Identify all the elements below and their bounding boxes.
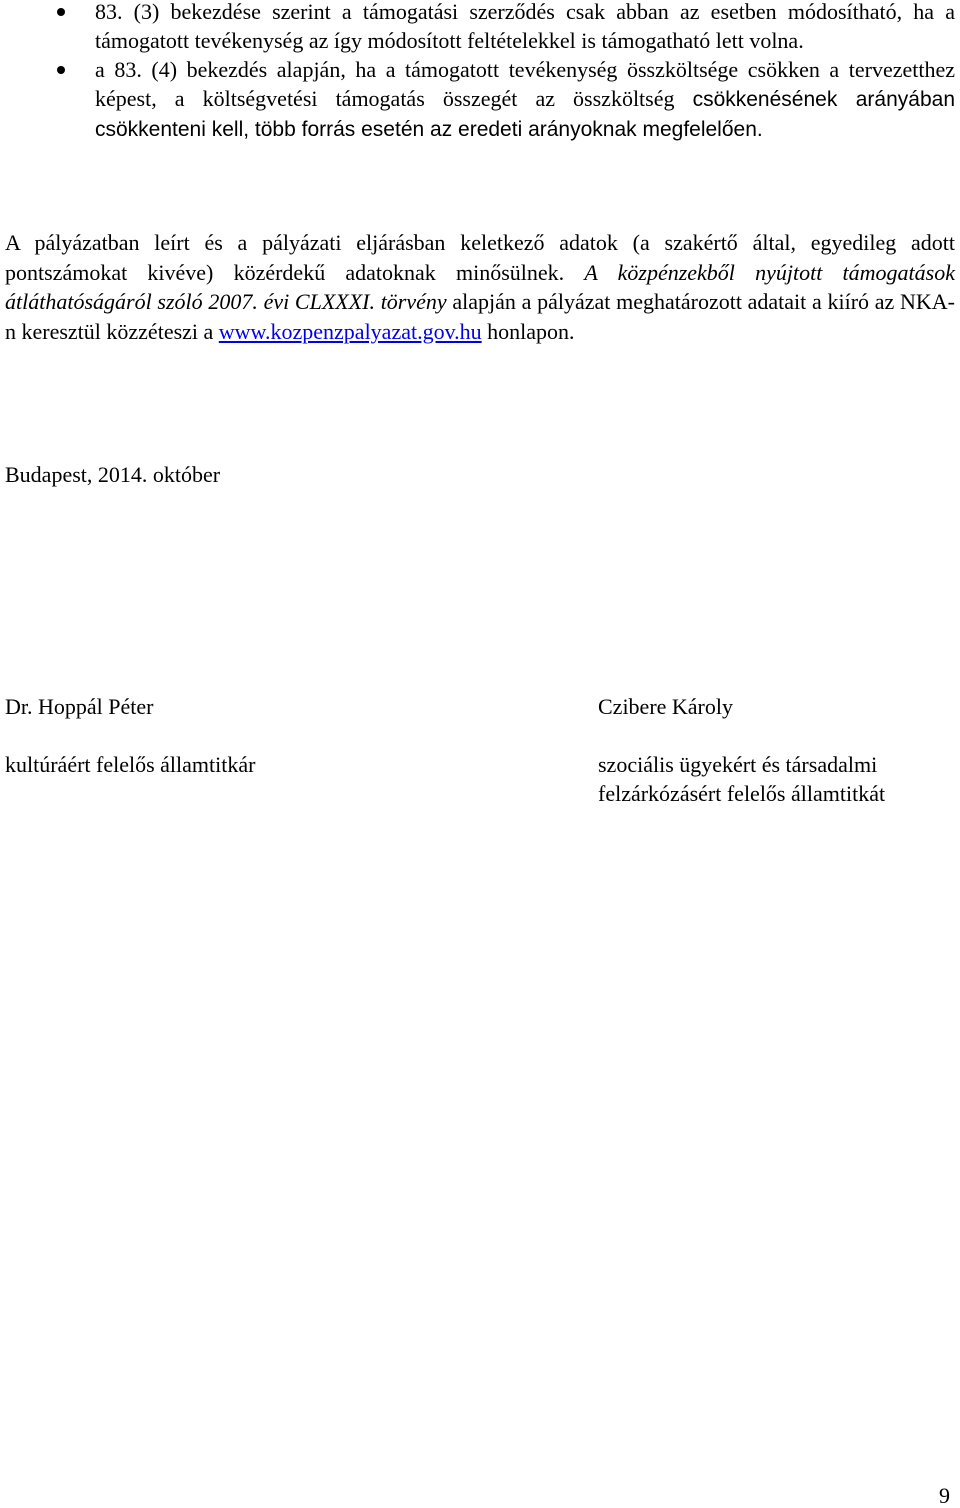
signer-2-title-line-1: szociális ügyekért és társadalmi bbox=[598, 752, 878, 777]
bullet-dot-icon bbox=[57, 8, 65, 16]
paragraph-part-2: alapján a pályázat meghatározott adatait a kiíró az NKA-n keresztül közzéteszi a bbox=[5, 289, 955, 344]
signer-2-name: Czibere Károly bbox=[598, 694, 733, 719]
data-publicity-paragraph bbox=[5, 228, 955, 346]
signer-1-name: Dr. Hoppál Péter bbox=[5, 694, 154, 719]
paragraph-part-1: A pályázatban leírt és a pályázati eljárásban keletkező adatok (a szakértő által, egyedileg adott pontszámokat kivéve) közérdekű adatoknak minősülnek. bbox=[5, 230, 955, 285]
paragraph-part-3: honlapon. bbox=[481, 318, 575, 344]
signer-2-title-line-2: felzárkózásért felelős államtitkát bbox=[598, 781, 886, 806]
bullet-item-2-text-sans: csökkenésének arányában csökkenteni kell, több forrás esetén az eredeti arányoknak megfelelően. bbox=[95, 88, 955, 141]
law-title: A közpénzekből nyújtott támogatások átláthatóságáról szóló 2007. évi CLXXXI. törvény bbox=[5, 259, 955, 314]
signer-1-title: kultúráért felelős államtitkár bbox=[5, 752, 256, 777]
signer-2-title bbox=[598, 750, 885, 808]
bullet-dot-icon bbox=[57, 66, 65, 74]
bullet-item-1-text: 83. (3) bekezdése szerint a támogatási szerződés csak abban az esetben módosítható, ha a támogatott tevékenység az így módosított feltételekkel is támogatható lett volna. bbox=[95, 0, 955, 53]
bullet-item-2-text-serif: a 83. (4) bekezdés alapján, ha a támogatott tevékenység összköltsége csökken a tervezetthez képest, a költségvetési támogatás összegét az összköltség bbox=[95, 57, 955, 111]
bullet-item-1 bbox=[0, 0, 960, 55]
place-and-date: Budapest, 2014. október bbox=[5, 462, 221, 487]
page-number: 9 bbox=[939, 1483, 950, 1508]
bullet-item-2 bbox=[0, 55, 960, 144]
bullet-list bbox=[0, 0, 960, 144]
kozpenzpalyazat-link[interactable]: www.kozpenzpalyazat.gov.hu bbox=[218, 318, 482, 344]
